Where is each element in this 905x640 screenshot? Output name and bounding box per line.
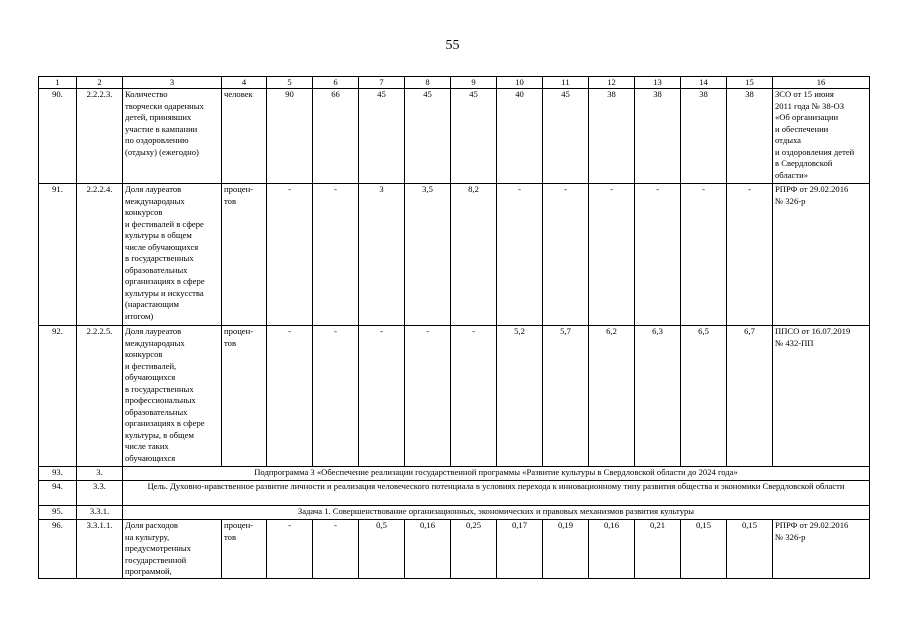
value-cell: 0,17	[497, 520, 543, 579]
value-cell: 45	[543, 89, 589, 184]
value-cell: 40	[497, 89, 543, 184]
unit: человек	[222, 89, 267, 184]
column-number-row	[39, 77, 870, 89]
goal-text: Цель. Духовно-нравственное развитие личности и реализация человеческого потенциала в условиях перехода к инновационному типу развития общества и экономики Свердловской области	[123, 481, 870, 506]
source-document: ЗСО от 15 июня 2011 года № 38-ОЗ «Об организации и обеспечении отдыха и оздоровления детей в Свердловской области»	[773, 89, 870, 184]
column-header: 12	[589, 77, 635, 89]
value-cell: 0,5	[359, 520, 405, 579]
value-cell: -	[727, 184, 773, 326]
value-cell: 0,15	[681, 520, 727, 579]
value-cell: -	[267, 184, 313, 326]
value-cell: 3,5	[405, 184, 451, 326]
value-cell: -	[497, 184, 543, 326]
value-cell: 0,16	[589, 520, 635, 579]
value-cell: 6,7	[727, 326, 773, 467]
value-cell: 38	[681, 89, 727, 184]
value-cell: -	[405, 326, 451, 467]
value-cell: -	[681, 184, 727, 326]
row-number: 96.	[39, 520, 77, 579]
source-document: РПРФ от 29.02.2016 № 326-р	[773, 520, 870, 579]
value-cell: -	[451, 326, 497, 467]
row-number: 93.	[39, 467, 77, 481]
row-number: 94.	[39, 481, 77, 506]
subprogram-title: Подпрограмма 3 «Обеспечение реализации государственной программы «Развитие культуры в Свердловской области до 2024 года»	[123, 467, 870, 481]
goal-row	[39, 481, 870, 506]
value-cell: -	[313, 520, 359, 579]
row-code: 3.3.1.	[77, 506, 123, 520]
indicator-name: Доля лауреатов международных конкурсов и фестивалей в сфере культуры в общем числе обучающихся в государственных образовательных организациях в сфере культуры и искусства (нарастающим итогом)	[123, 184, 222, 326]
column-header: 15	[727, 77, 773, 89]
table-row	[39, 184, 870, 326]
unit: процен- тов	[222, 520, 267, 579]
row-code: 2.2.2.5.	[77, 326, 123, 467]
value-cell: 90	[267, 89, 313, 184]
column-header: 13	[635, 77, 681, 89]
row-code: 3.3.	[77, 481, 123, 506]
value-cell: -	[267, 326, 313, 467]
value-cell: -	[313, 184, 359, 326]
table-row	[39, 326, 870, 467]
column-header: 3	[123, 77, 222, 89]
row-code: 3.	[77, 467, 123, 481]
column-header: 11	[543, 77, 589, 89]
value-cell: 66	[313, 89, 359, 184]
value-cell: -	[313, 326, 359, 467]
row-number: 95.	[39, 506, 77, 520]
page-number: 55	[445, 38, 460, 53]
value-cell: 38	[727, 89, 773, 184]
row-number: 92.	[39, 326, 77, 467]
unit: процен- тов	[222, 326, 267, 467]
value-cell: -	[543, 184, 589, 326]
table-row	[39, 89, 870, 184]
source-document: РПРФ от 29.02.2016 № 326-р	[773, 184, 870, 326]
indicator-name: Доля лауреатов международных конкурсов и фестивалей, обучающихся в государственных профессиональных образовательных организациях в сфере культуры, в общем числе таких обучающихся	[123, 326, 222, 467]
value-cell: 0,25	[451, 520, 497, 579]
column-header: 16	[773, 77, 870, 89]
value-cell: 0,21	[635, 520, 681, 579]
value-cell: -	[359, 326, 405, 467]
value-cell: 0,19	[543, 520, 589, 579]
value-cell: 0,16	[405, 520, 451, 579]
table-row	[39, 520, 870, 579]
task-text: Задача 1. Совершенствование организационных, экономических и правовых механизмов развития культуры	[123, 506, 870, 520]
indicator-name: Количество творчески одаренных детей, принявших участие в кампании по оздоровлению (отдыху) (ежегодно)	[123, 89, 222, 184]
value-cell: 3	[359, 184, 405, 326]
value-cell: 38	[589, 89, 635, 184]
value-cell: 5,2	[497, 326, 543, 467]
row-number: 90.	[39, 89, 77, 184]
column-header: 8	[405, 77, 451, 89]
column-header: 6	[313, 77, 359, 89]
column-header: 2	[77, 77, 123, 89]
column-header: 4	[222, 77, 267, 89]
source-document: ППСО от 16.07.2019 № 432-ПП	[773, 326, 870, 467]
row-code: 2.2.2.3.	[77, 89, 123, 184]
value-cell: 6,2	[589, 326, 635, 467]
column-header: 14	[681, 77, 727, 89]
value-cell: 38	[635, 89, 681, 184]
value-cell: 45	[451, 89, 497, 184]
value-cell: 45	[405, 89, 451, 184]
value-cell: 6,3	[635, 326, 681, 467]
column-header: 10	[497, 77, 543, 89]
value-cell: 5,7	[543, 326, 589, 467]
column-header: 1	[39, 77, 77, 89]
value-cell: -	[635, 184, 681, 326]
row-code: 3.3.1.1.	[77, 520, 123, 579]
task-row	[39, 506, 870, 520]
value-cell: 8,2	[451, 184, 497, 326]
indicators-table	[38, 76, 870, 579]
row-number: 91.	[39, 184, 77, 326]
value-cell: 6,5	[681, 326, 727, 467]
row-code: 2.2.2.4.	[77, 184, 123, 326]
value-cell: 0,15	[727, 520, 773, 579]
unit: процен- тов	[222, 184, 267, 326]
value-cell: 45	[359, 89, 405, 184]
column-header: 5	[267, 77, 313, 89]
indicator-name: Доля расходов на культуру, предусмотренных государственной программой,	[123, 520, 222, 579]
column-header: 9	[451, 77, 497, 89]
column-header: 7	[359, 77, 405, 89]
subprogram-row	[39, 467, 870, 481]
value-cell: -	[589, 184, 635, 326]
value-cell: -	[267, 520, 313, 579]
